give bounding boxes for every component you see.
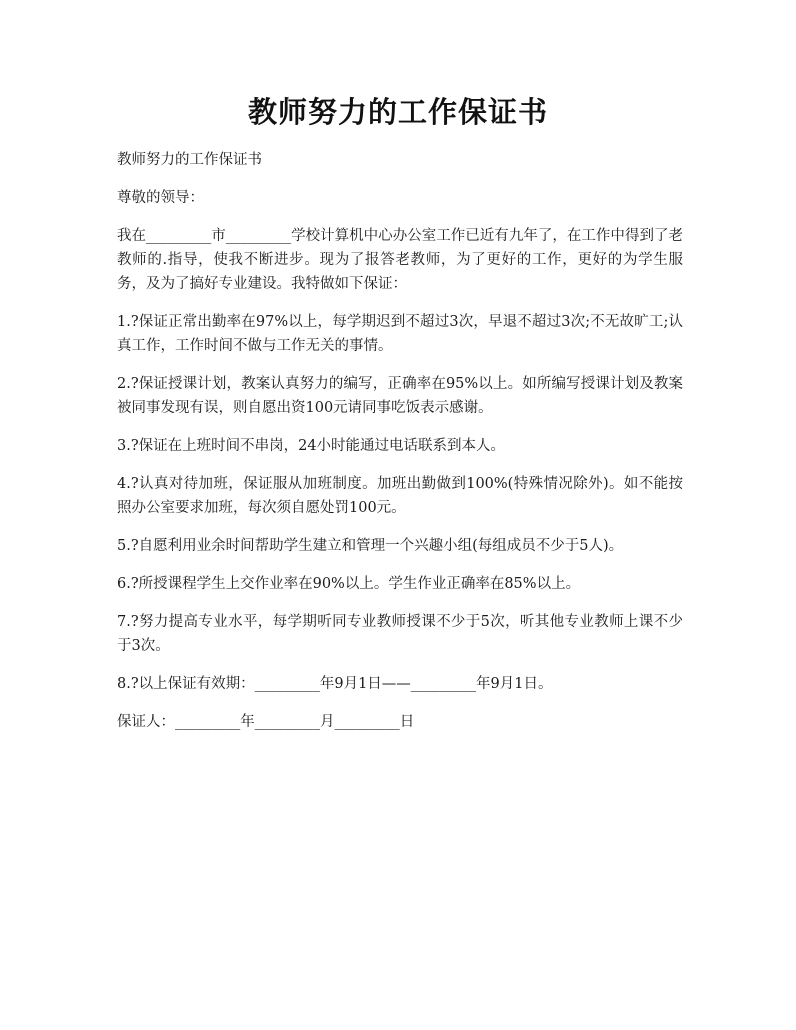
salutation: 尊敬的领导： bbox=[117, 190, 204, 206]
pledge-item-8: 8.?以上保证有效期：_________年9月1日——_________年9月1日。 bbox=[117, 676, 553, 692]
pledge-item-7: 7.?努力提高专业水平，每学期听同专业教师授课不少于5次，听其他专业教师上课不少于3次。 bbox=[117, 614, 683, 654]
intro-paragraph: 我在_________市_________学校计算机中心办公室工作已近有九年了，在工作中得到了老教师的.指导，使我不断进步。现为了报答老教师，为了更好的工作，更好的为学生服务，及为了搞好专业建设。我特做如下保证： bbox=[117, 228, 683, 292]
document-title: 教师努力的工作保证书 bbox=[247, 95, 548, 129]
pledge-item-6: 6.?所授课程学生上交作业率在90%以上。学生作业正确率在85%以上。 bbox=[117, 576, 581, 592]
pledge-item-5: 5.?自愿利用业余时间帮助学生建立和管理一个兴趣小组(每组成员不少于5人)。 bbox=[117, 538, 624, 554]
pledge-item-2: 2.?保证授课计划，教案认真努力的编写，正确率在95%以上。如所编写授课计划及教案被同事发现有误，则自愿出资100元请同事吃饭表示感谢。 bbox=[117, 376, 683, 416]
pledge-item-4: 4.?认真对待加班，保证服从加班制度。加班出勤做到100%(特殊情况除外)。如不能按照办公室要求加班，每次须自愿处罚100元。 bbox=[117, 476, 683, 516]
pledge-item-1: 1.?保证正常出勤率在97%以上，每学期迟到不超过3次，早退不超过3次;不无故旷工;认真工作，工作时间不做与工作无关的事情。 bbox=[117, 314, 683, 354]
signature-line: 保证人：_________年_________月_________日 bbox=[117, 714, 415, 730]
pledge-item-3: 3.?保证在上班时间不串岗，24小时能通过电话联系到本人。 bbox=[117, 438, 506, 454]
document-subtitle: 教师努力的工作保证书 bbox=[117, 152, 262, 168]
document-body bbox=[117, 148, 683, 748]
